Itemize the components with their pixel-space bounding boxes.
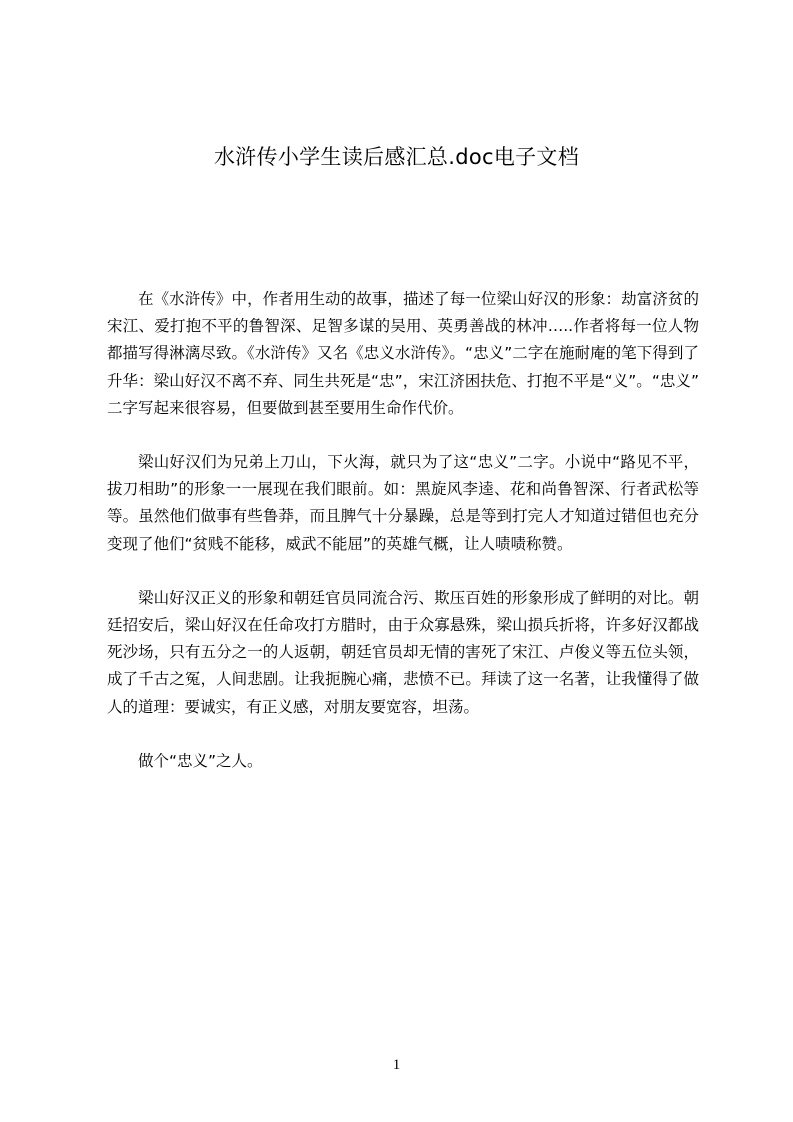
paragraph-2: 梁山好汉们为兄弟上刀山，下火海，就只为了这“忠义”二字。小说中“路见不平，拔刀相助”的形象一一展现在我们眼前。如：黑旋风李逵、花和尚鲁智深、行者武松等等。虽然他们做事有些鲁莽，而且脾气十分暴躁，总是等到打完人才知道过错但也充分变现了他们“贫贱不能移，威武不能屈”的英雄气概，让人啧啧称赞。	[107, 453, 699, 553]
paragraph-4: 做个“忠义”之人。	[138, 751, 263, 770]
document-body	[107, 286, 699, 802]
paragraph-1: 在《水浒传》中，作者用生动的故事，描述了每一位梁山好汉的形象：劫富济贫的宋江、爱打抱不平的鲁智深、足智多谋的吴用、英勇善战的林冲…..作者将每一位人物都描写得淋漓尽致。《水浒传》又名《忠义水浒传》。“忠义”二字在施耐庵的笔下得到了升华：梁山好汉不离不弃、同生共死是“忠”，宋江济困扶危、打抱不平是“义”。“忠义”二字写起来很容易，但要做到甚至要用生命作代价。	[107, 290, 699, 417]
page-number: 1	[392, 1057, 401, 1073]
paragraph-3: 梁山好汉正义的形象和朝廷官员同流合污、欺压百姓的形象形成了鲜明的对比。朝廷招安后，梁山好汉在任命攻打方腊时，由于众寡悬殊，梁山损兵折将，许多好汉都战死沙场，只有五分之一的人返朝，朝廷官员却无情的害死了宋江、卢俊义等五位头领，成了千古之冤，人间悲剧。让我扼腕心痛，悲愤不已。拜读了这一名著，让我懂得了做人的道理：要诚实，有正义感，对朋友要宽容，坦荡。	[107, 588, 699, 716]
document-title: 水浒传小学生读后感汇总.doc电子文档	[213, 145, 580, 169]
